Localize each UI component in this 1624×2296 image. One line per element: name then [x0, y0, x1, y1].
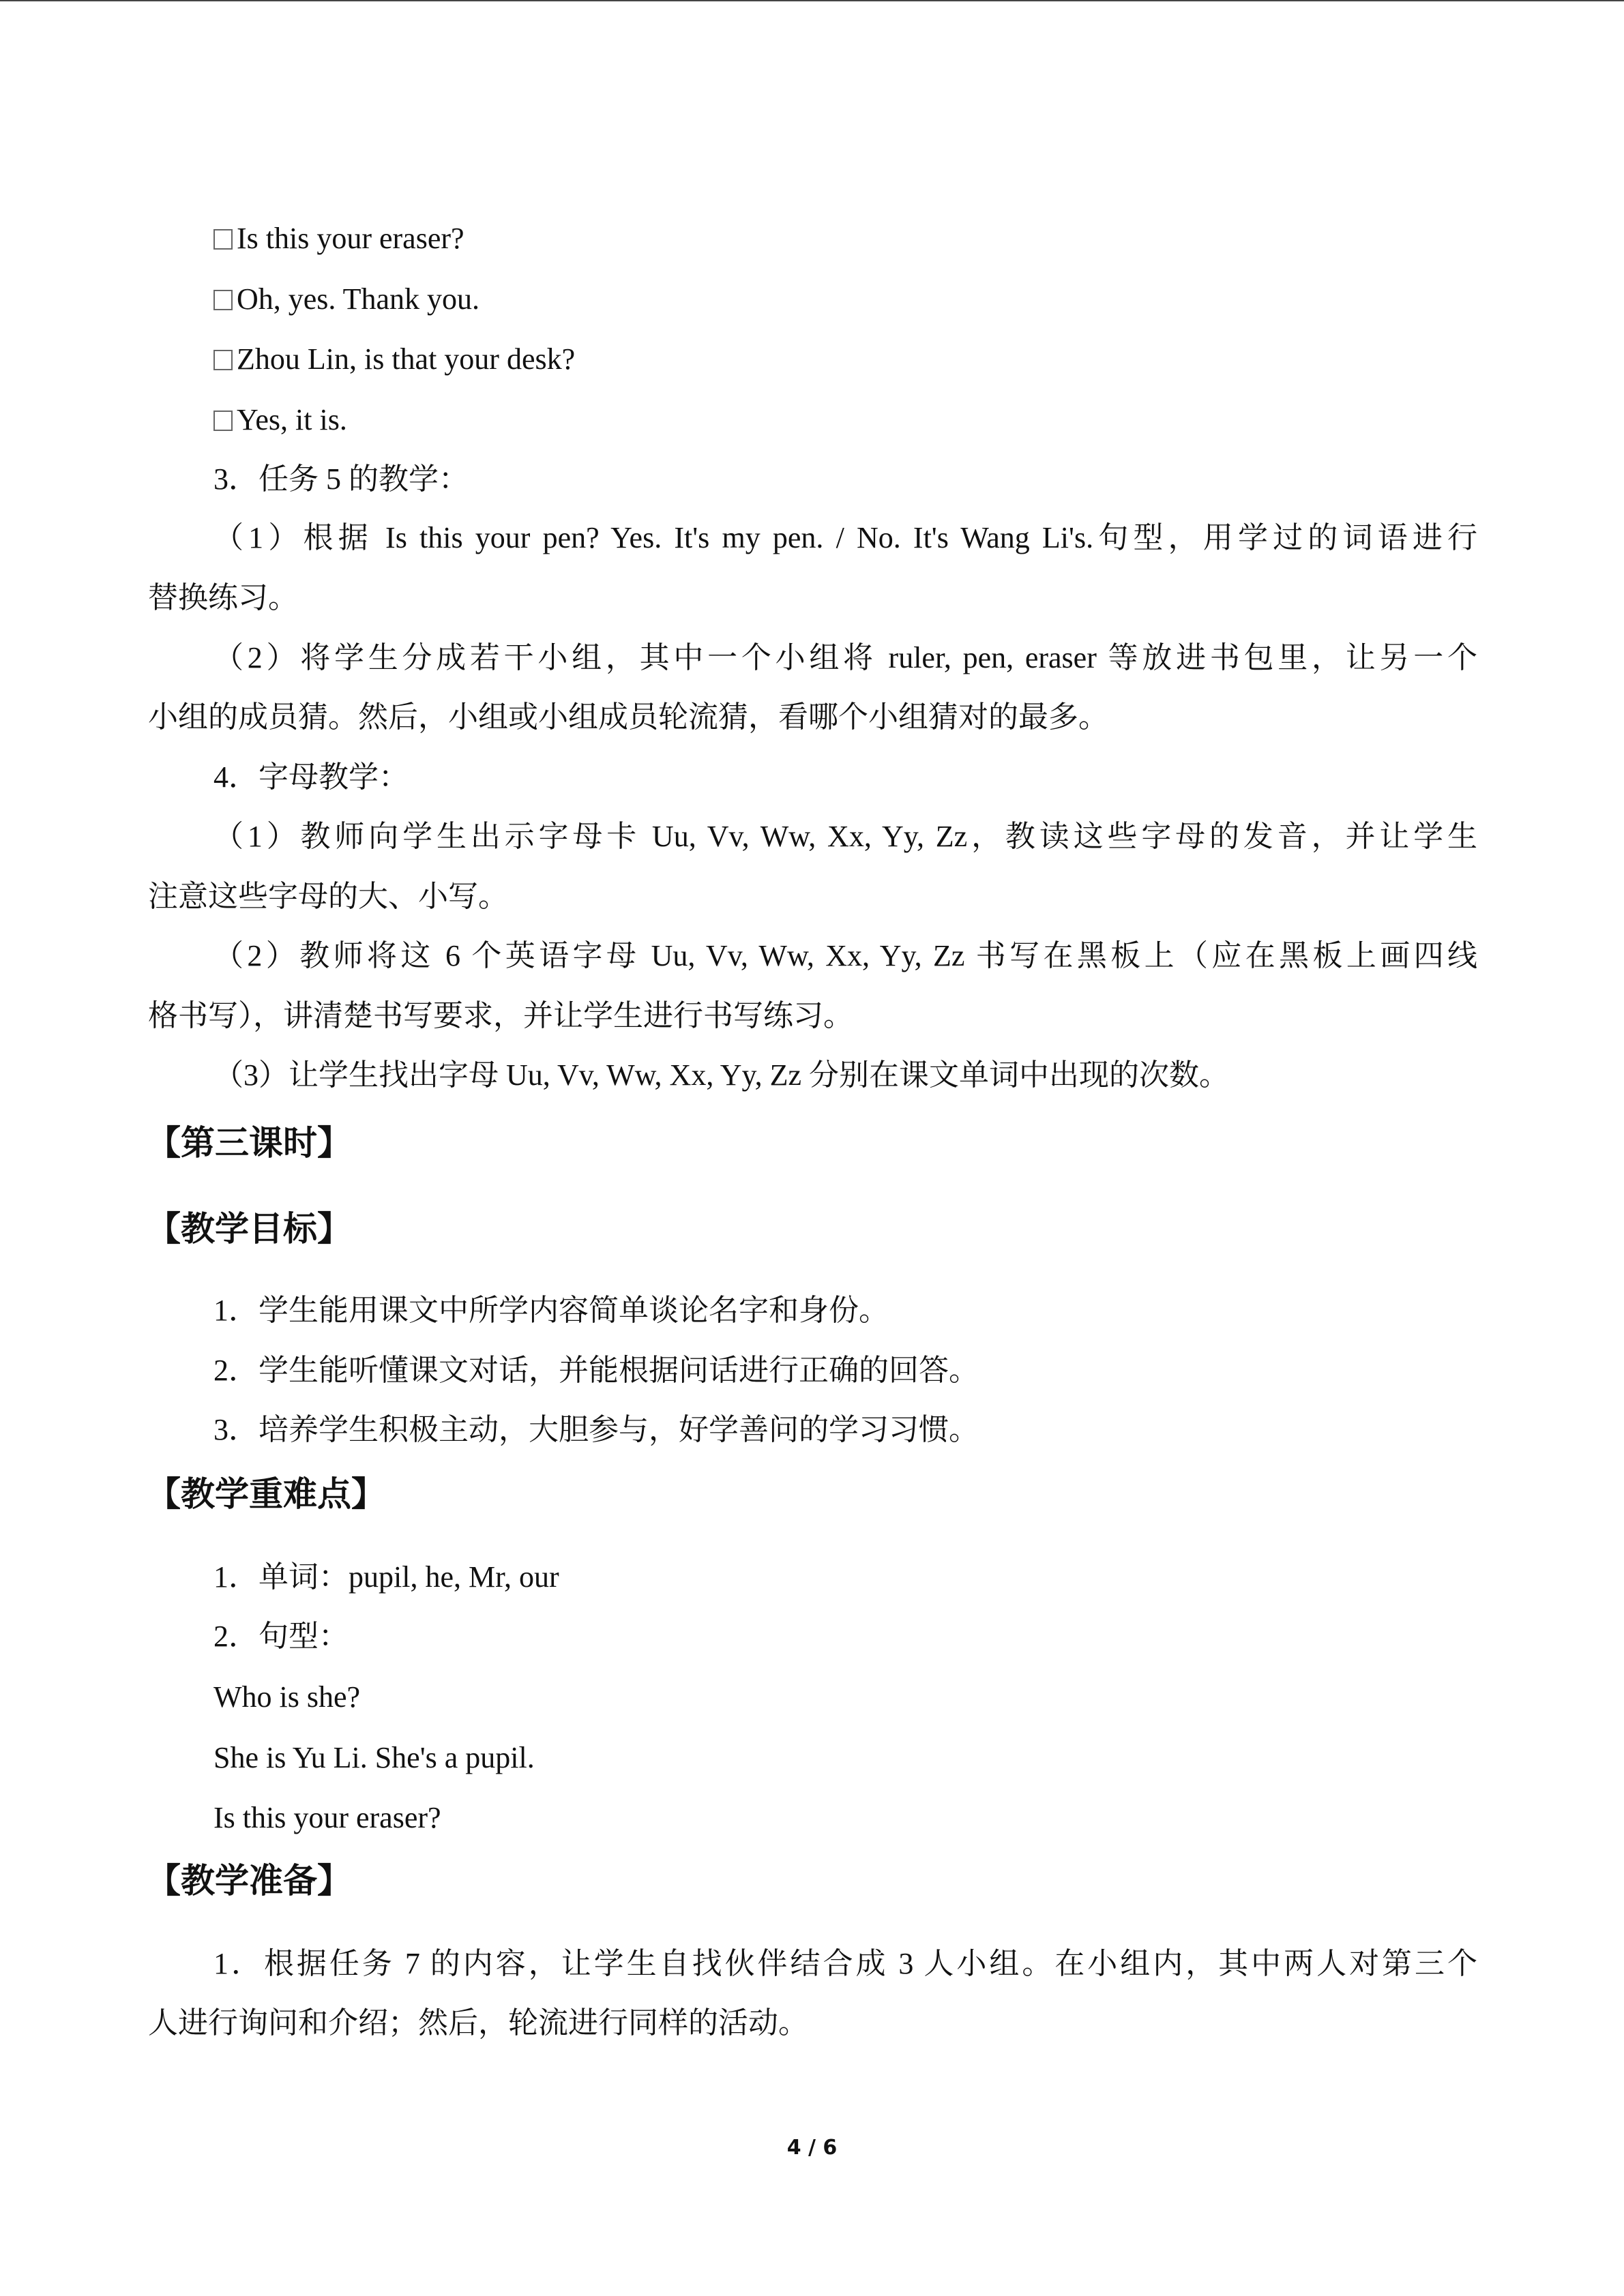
key-points-words: 1．单词：pupil, he, Mr, our [213, 1560, 559, 1594]
letters-paragraph-1-line-1: （1）教师向学生出示字母卡 Uu, Vv, Ww, Xx, Yy, Zz，教读这些字母的发音，并让学生 [213, 820, 1477, 853]
checkbox-icon [213, 290, 233, 310]
objective-item: 1．学生能用课文中所学内容简单谈论名字和身份。 [213, 1294, 889, 1327]
task5-paragraph-2-line-2: 小组的成员猜。然后，小组或小组成员轮流猜，看哪个小组猜对的最多。 [148, 700, 1108, 734]
lesson-heading: 【第三课时】 [147, 1123, 351, 1163]
preparation-line-2: 人进行询问和介绍；然后，轮流进行同样的活动。 [148, 2006, 808, 2040]
objectives-heading: 【教学目标】 [147, 1209, 351, 1249]
letters-paragraph-2-line-1: （2）教师将这 6 个英语字母 Uu, Vv, Ww, Xx, Yy, Zz 书写在黑板上（应在黑板上画四线 [213, 939, 1477, 972]
preparation-line-1: 1．根据任务 7 的内容，让学生自找伙伴结合成 3 人小组。在小组内，其中两人对第三个 [213, 1947, 1477, 1980]
dialogue-text: Oh, yes. Thank you. [237, 282, 480, 316]
key-points-heading: 【教学重难点】 [147, 1474, 385, 1514]
key-sentence: She is Yu Li. She's a pupil. [213, 1741, 535, 1774]
checkbox-icon [213, 350, 233, 370]
key-points-sentences-label: 2．句型： [213, 1620, 349, 1653]
key-sentence: Is this your eraser? [213, 1801, 441, 1834]
letters-title: 4．字母教学： [213, 760, 409, 794]
checkbox-icon [213, 229, 233, 250]
letters-paragraph-2-line-2: 格书写），讲清楚书写要求，并让学生进行书写练习。 [148, 999, 853, 1032]
objective-item: 3．培养学生积极主动，大胆参与，好学善问的学习习惯。 [213, 1413, 979, 1446]
dialogue-line [213, 400, 1544, 441]
task5-paragraph-1-line-1: （1）根据 Is this your pen? Yes. It's my pen. / No. It's Wang Li's.句型，用学过的词语进行 [213, 521, 1477, 554]
dialogue-text: Zhou Lin, is that your desk? [237, 342, 576, 376]
dialogue-text: Is this your eraser? [237, 222, 464, 255]
task5-title: 3．任务 5 的教学： [213, 462, 469, 496]
task5-paragraph-1-line-2: 替换练习。 [148, 581, 298, 614]
page-number: 4 / 6 [786, 2136, 838, 2160]
dialogue-line [213, 279, 1544, 320]
dialogue-text: Yes, it is. [237, 403, 347, 436]
preparation-heading: 【教学准备】 [147, 1861, 351, 1900]
objective-item: 2．学生能听懂课文对话，并能根据问话进行正确的回答。 [213, 1354, 979, 1387]
dialogue-line [213, 218, 1544, 259]
letters-paragraph-3: （3）让学生找出字母 Uu, Vv, Ww, Xx, Yy, Zz 分别在课文单词中出现的次数。 [213, 1058, 1230, 1092]
checkbox-icon [213, 411, 233, 431]
dialogue-line [213, 339, 1544, 380]
task5-paragraph-2-line-1: （2）将学生分成若干小组，其中一个小组将 ruler, pen, eraser 等放进书包里，让另一个 [213, 641, 1477, 674]
letters-paragraph-1-line-2: 注意这些字母的大、小写。 [148, 880, 508, 913]
key-sentence: Who is she? [213, 1680, 361, 1714]
